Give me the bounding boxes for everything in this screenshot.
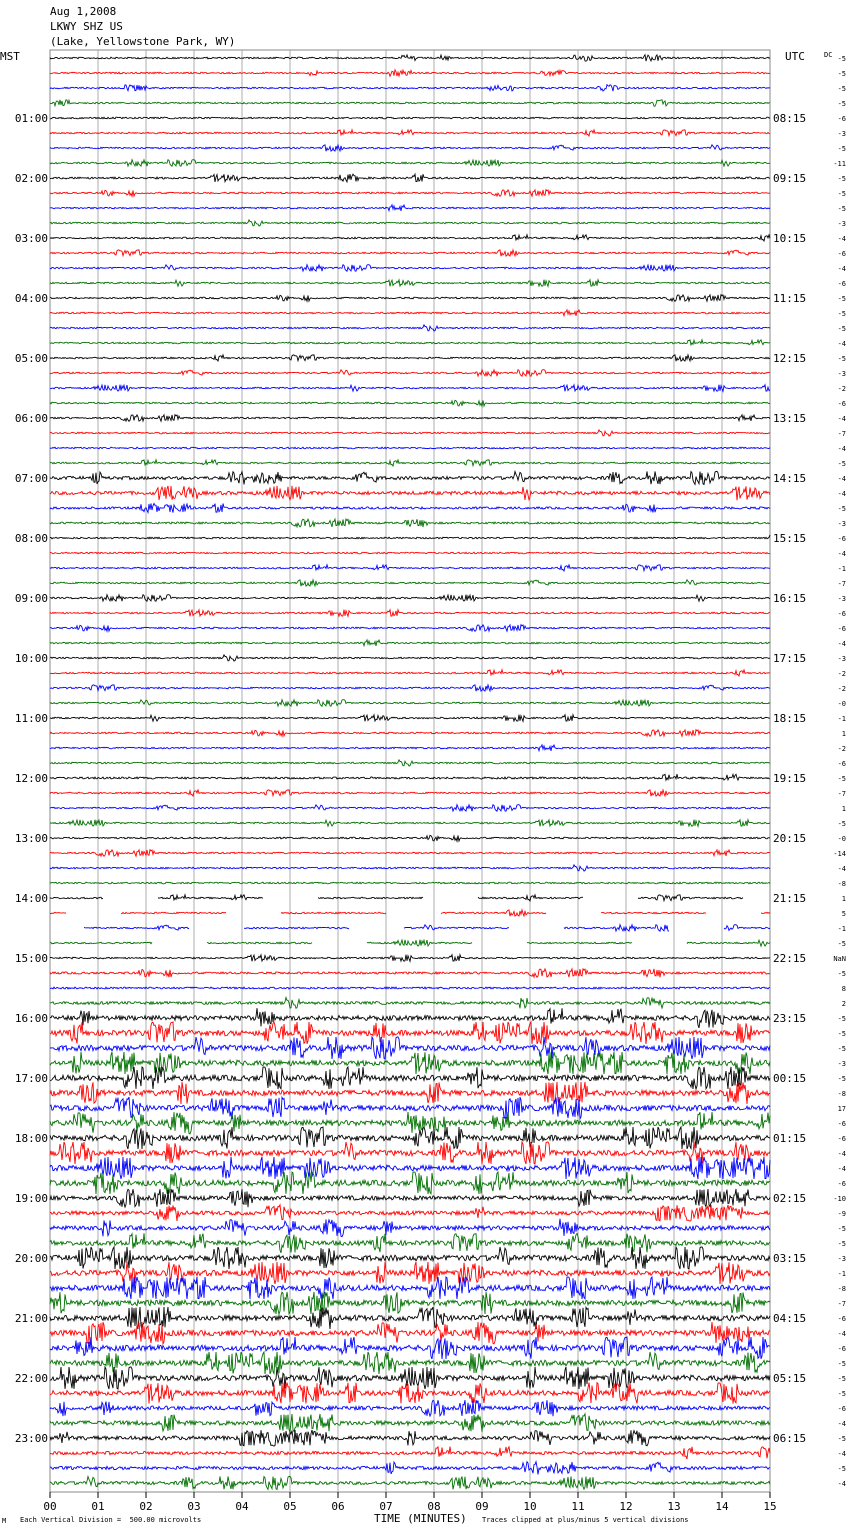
right-hour-label: 00:15 xyxy=(773,1072,807,1085)
dc-offset-label: -5 xyxy=(837,940,846,948)
dc-offset-label: 1 xyxy=(841,730,846,738)
seismic-trace xyxy=(50,655,770,661)
seismic-trace xyxy=(50,145,770,151)
seismic-trace xyxy=(50,340,770,345)
seismic-trace xyxy=(50,235,770,241)
right-hour-label: 09:15 xyxy=(773,172,807,185)
dc-offset-label: -4 xyxy=(837,1480,846,1488)
left-hour-labels xyxy=(15,112,48,1445)
seismic-trace xyxy=(50,190,770,197)
seismic-trace xyxy=(50,370,770,377)
seismic-trace xyxy=(50,1247,770,1269)
right-hour-label: 10:15 xyxy=(773,232,807,245)
dc-offset-label: -3 xyxy=(837,220,846,228)
right-hour-label: 17:15 xyxy=(773,652,807,665)
dc-offset-label: -5 xyxy=(837,55,846,63)
dc-offset-label: -5 xyxy=(837,1375,846,1383)
dc-offset-label: -8 xyxy=(837,880,846,888)
dc-offset-label: -5 xyxy=(837,970,846,978)
title-date: Aug 1,2008 xyxy=(50,5,117,18)
seismic-trace xyxy=(50,685,770,691)
seismic-trace xyxy=(50,1233,770,1253)
left-hour-label: 11:00 xyxy=(14,712,48,725)
dc-offset-label: -5 xyxy=(837,1360,846,1368)
dc-offset-label: -4 xyxy=(837,490,846,498)
right-hour-label: 04:15 xyxy=(773,1312,807,1325)
dc-offset-label: -4 xyxy=(837,265,846,273)
seismic-trace xyxy=(50,625,770,632)
seismic-trace xyxy=(50,1205,770,1221)
dc-offset-label: -7 xyxy=(837,790,846,798)
right-timezone-label: UTC xyxy=(785,50,805,63)
dc-offset-label: -5 xyxy=(837,85,846,93)
dc-offset-label: -5 xyxy=(837,775,846,783)
dc-offset-label: -6 xyxy=(837,1315,846,1323)
right-hour-label: 14:15 xyxy=(773,472,807,485)
seismic-trace xyxy=(50,850,770,857)
dc-offset-label: -6 xyxy=(837,1180,846,1188)
seismic-trace xyxy=(50,1142,770,1164)
seismic-trace xyxy=(50,580,770,586)
x-axis xyxy=(43,1492,776,1513)
left-hour-label: 21:00 xyxy=(14,1312,48,1325)
dc-offset-label: -7 xyxy=(837,1300,846,1308)
seismic-trace xyxy=(50,55,770,61)
dc-offset-label: -3 xyxy=(837,520,846,528)
dc-offset-label: -6 xyxy=(837,250,846,258)
right-hour-label: 05:15 xyxy=(773,1372,807,1385)
right-hour-labels xyxy=(773,112,806,1445)
seismic-trace xyxy=(50,1067,770,1089)
seismic-trace xyxy=(50,595,770,602)
right-hour-label: 03:15 xyxy=(773,1252,807,1265)
dc-offset-label: -6 xyxy=(837,1135,846,1143)
dc-offset-label: -4 xyxy=(837,1150,846,1158)
seismic-trace xyxy=(50,774,770,780)
dc-offset-label: -5 xyxy=(837,310,846,318)
seismic-trace xyxy=(50,1307,770,1329)
title-location: (Lake, Yellowstone Park, WY) xyxy=(50,35,236,48)
seismic-trace xyxy=(50,955,770,962)
seismic-trace xyxy=(50,70,770,76)
x-tick-label: 15 xyxy=(763,1500,777,1513)
dc-offset-label: -4 xyxy=(837,1420,846,1428)
dc-offset-label: -4 xyxy=(837,415,846,423)
seismic-trace xyxy=(50,882,770,884)
dc-offset-label: NaN xyxy=(833,955,846,963)
seismic-trace xyxy=(50,987,770,989)
dc-offset-label: -8 xyxy=(837,1090,846,1098)
seismic-trace xyxy=(50,1219,770,1237)
seismic-trace xyxy=(50,1277,770,1299)
seismic-trace xyxy=(50,1262,770,1284)
right-hour-label: 01:15 xyxy=(773,1132,807,1145)
dc-offset-label: -14 xyxy=(833,850,846,858)
seismic-trace xyxy=(50,1052,770,1074)
right-hour-label: 16:15 xyxy=(773,592,807,605)
right-hour-label: 18:15 xyxy=(773,712,807,725)
right-hour-label: 13:15 xyxy=(773,412,807,425)
right-hour-label: 15:15 xyxy=(773,532,807,545)
dc-offset-label: -5 xyxy=(837,100,846,108)
dc-offset-label: -1 xyxy=(837,565,846,573)
dc-offset-label: -5 xyxy=(837,1435,846,1443)
dc-offset-label: -5 xyxy=(837,460,846,468)
seismic-trace xyxy=(84,925,770,932)
dc-offset-label: -4 xyxy=(837,1330,846,1338)
seismic-trace xyxy=(50,565,770,571)
seismic-trace xyxy=(50,415,770,422)
seismic-trace xyxy=(50,295,770,302)
seismic-trace xyxy=(50,552,770,554)
right-hour-label: 12:15 xyxy=(773,352,807,365)
left-hour-label: 15:00 xyxy=(14,952,48,965)
left-hour-label: 03:00 xyxy=(14,232,48,245)
seismic-trace xyxy=(50,1157,770,1179)
seismic-traces xyxy=(50,55,770,1490)
seismic-trace xyxy=(50,745,770,751)
right-hour-label: 06:15 xyxy=(773,1432,807,1445)
seismic-trace xyxy=(50,205,770,211)
dc-offset-label: -4 xyxy=(837,1165,846,1173)
seismic-trace xyxy=(50,790,770,796)
seismic-trace xyxy=(50,895,743,901)
seismic-trace xyxy=(50,250,770,256)
dc-offset-label: -2 xyxy=(837,385,846,393)
dc-offset-label: -1 xyxy=(837,715,846,723)
seismic-trace xyxy=(50,715,770,722)
dc-offset-label: -6 xyxy=(837,625,846,633)
dc-offset-label: -9 xyxy=(837,1210,846,1218)
seismic-trace xyxy=(50,1172,770,1194)
left-timezone-label: MST xyxy=(0,50,20,63)
dc-offset-label: -1 xyxy=(837,1270,846,1278)
dc-offset-label: -3 xyxy=(837,595,846,603)
seismic-trace xyxy=(50,310,770,316)
dc-offset-label: -10 xyxy=(833,1195,846,1203)
dc-offset-label: -7 xyxy=(837,430,846,438)
x-tick-label: 09 xyxy=(475,1500,489,1513)
dc-offset-label: -0 xyxy=(837,700,846,708)
dc-offset-label: -5 xyxy=(837,1075,846,1083)
seismic-trace xyxy=(50,865,770,871)
dc-offset-label: -5 xyxy=(837,1225,846,1233)
seismic-trace xyxy=(50,430,770,436)
footer-mark: M xyxy=(2,1517,7,1525)
dc-offset-label: -5 xyxy=(837,1465,846,1473)
dc-offset-label: -5 xyxy=(837,145,846,153)
left-hour-label: 16:00 xyxy=(14,1012,48,1025)
dc-offset-label: -5 xyxy=(837,505,846,513)
dc-offset-label: -6 xyxy=(837,760,846,768)
footer-clip-note: Traces clipped at plus/minus 5 vertical divisions xyxy=(482,1516,689,1524)
dc-offset-label: -4 xyxy=(837,640,846,648)
dc-offset-label: -11 xyxy=(833,160,846,168)
seismic-trace xyxy=(50,100,770,106)
seismic-trace xyxy=(50,1097,770,1119)
seismic-trace xyxy=(50,1352,770,1374)
dc-offset-label: -0 xyxy=(837,835,846,843)
left-hour-label: 19:00 xyxy=(14,1192,48,1205)
left-hour-label: 17:00 xyxy=(14,1072,48,1085)
seismic-trace xyxy=(50,280,770,287)
dc-offset-label: -5 xyxy=(837,205,846,213)
dc-offset-label: -5 xyxy=(837,190,846,198)
dc-offset-label: -3 xyxy=(837,1060,846,1068)
seismic-trace xyxy=(50,503,770,512)
dc-offset-label: -5 xyxy=(837,70,846,78)
dc-offset-label: 17 xyxy=(837,1105,846,1113)
seismic-trace xyxy=(50,160,770,167)
seismic-trace xyxy=(50,940,770,947)
seismic-trace xyxy=(50,998,770,1009)
dc-offset-label: -6 xyxy=(837,610,846,618)
dc-offset-label: -7 xyxy=(837,580,846,588)
seismic-trace xyxy=(50,1447,770,1460)
dc-offset-label: -5 xyxy=(837,175,846,183)
seismic-trace xyxy=(50,1008,770,1028)
dc-offset-label: 1 xyxy=(841,895,846,903)
left-hour-label: 23:00 xyxy=(14,1432,48,1445)
x-tick-label: 05 xyxy=(283,1500,297,1513)
x-tick-label: 12 xyxy=(619,1500,633,1513)
dc-offset-label: -6 xyxy=(837,400,846,408)
seismic-trace xyxy=(50,1414,770,1432)
x-tick-label: 11 xyxy=(571,1500,585,1513)
x-tick-label: 00 xyxy=(43,1500,57,1513)
left-hour-label: 05:00 xyxy=(14,352,48,365)
seismic-trace xyxy=(50,486,770,500)
seismic-trace xyxy=(50,969,770,978)
left-hour-label: 07:00 xyxy=(14,472,48,485)
dc-offset-label: -3 xyxy=(837,370,846,378)
right-hour-label: 23:15 xyxy=(773,1012,807,1025)
dc-offset-label: -6 xyxy=(837,535,846,543)
dc-offset-label: -2 xyxy=(837,670,846,678)
seismic-trace xyxy=(50,85,770,91)
seismic-trace xyxy=(50,805,770,812)
x-tick-label: 04 xyxy=(235,1500,249,1513)
left-hour-label: 22:00 xyxy=(14,1372,48,1385)
seismic-trace xyxy=(50,610,770,617)
left-hour-label: 01:00 xyxy=(14,112,48,125)
right-hour-label: 11:15 xyxy=(773,292,807,305)
x-axis-title: TIME (MINUTES) xyxy=(374,1512,467,1525)
seismic-trace xyxy=(50,910,770,916)
left-hour-label: 18:00 xyxy=(14,1132,48,1145)
dc-offset-label: 5 xyxy=(841,910,846,918)
left-hour-label: 14:00 xyxy=(14,892,48,905)
seismic-trace xyxy=(50,174,770,182)
seismic-trace xyxy=(50,1476,770,1489)
right-hour-label: 02:15 xyxy=(773,1192,807,1205)
seismic-trace xyxy=(50,325,770,331)
left-hour-label: 08:00 xyxy=(14,532,48,545)
seismic-trace xyxy=(50,1022,770,1044)
seismic-trace xyxy=(50,519,770,527)
dc-offset-label: -5 xyxy=(837,1390,846,1398)
dc-offset-label: -5 xyxy=(837,325,846,333)
seismic-trace xyxy=(50,1127,770,1149)
dc-offset-labels xyxy=(833,55,846,1488)
dc-offset-label: -1 xyxy=(837,925,846,933)
seismic-trace xyxy=(50,1112,770,1134)
seismic-trace xyxy=(50,220,770,226)
dc-offset-label: -2 xyxy=(837,745,846,753)
dc-offset-label: 8 xyxy=(841,985,846,993)
seismic-trace xyxy=(50,640,770,646)
seismic-trace xyxy=(50,670,770,676)
seismic-trace xyxy=(50,1383,770,1404)
seismic-trace xyxy=(50,1430,770,1446)
left-hour-label: 06:00 xyxy=(14,412,48,425)
right-hour-label: 22:15 xyxy=(773,952,807,965)
dc-offset-label: -5 xyxy=(837,1015,846,1023)
dc-offset-label: -6 xyxy=(837,1345,846,1353)
seismic-trace xyxy=(50,535,770,539)
right-hour-label: 20:15 xyxy=(773,832,807,845)
dc-offset-label: -2 xyxy=(837,685,846,693)
seismic-trace xyxy=(50,355,770,361)
dc-offset-label: -3 xyxy=(837,1255,846,1263)
dc-offset-label: -4 xyxy=(837,340,846,348)
dc-offset-label: -6 xyxy=(837,280,846,288)
x-tick-label: 07 xyxy=(379,1500,393,1513)
seismic-trace xyxy=(50,265,770,272)
dc-offset-label: -4 xyxy=(837,1450,846,1458)
dc-offset-label: -8 xyxy=(837,1285,846,1293)
left-hour-label: 12:00 xyxy=(14,772,48,785)
x-tick-label: 01 xyxy=(91,1500,105,1513)
x-tick-label: 13 xyxy=(667,1500,681,1513)
title-station: LKWY SHZ US xyxy=(50,20,123,33)
dc-offset-label: -5 xyxy=(837,820,846,828)
left-hour-label: 10:00 xyxy=(14,652,48,665)
dc-offset-label: -6 xyxy=(837,115,846,123)
seismic-trace xyxy=(50,760,770,766)
dc-offset-label: -5 xyxy=(837,1030,846,1038)
dc-offset-label: -6 xyxy=(837,1405,846,1413)
dc-offset-label: -3 xyxy=(837,130,846,138)
left-hour-label: 04:00 xyxy=(14,292,48,305)
seismic-trace xyxy=(50,730,770,737)
x-tick-label: 02 xyxy=(139,1500,153,1513)
seismic-trace xyxy=(50,117,770,119)
seismic-trace xyxy=(50,400,770,406)
seismic-trace xyxy=(50,471,770,484)
left-hour-label: 02:00 xyxy=(14,172,48,185)
seismic-trace xyxy=(50,385,770,392)
left-hour-label: 20:00 xyxy=(14,1252,48,1265)
dc-offset-label: -3 xyxy=(837,655,846,663)
dc-offset-label: -6 xyxy=(837,1120,846,1128)
seismic-trace xyxy=(50,460,770,466)
dc-offset-label: -5 xyxy=(837,295,846,303)
seismic-trace xyxy=(50,1462,770,1475)
x-tick-label: 08 xyxy=(427,1500,441,1513)
seismic-trace xyxy=(50,447,770,449)
footer-division-note: Each Vertical Division = 500.00 microvolts xyxy=(20,1516,202,1524)
dc-offset-label: -4 xyxy=(837,550,846,558)
dc-offset-label: -5 xyxy=(837,355,846,363)
dc-offset-label: -5 xyxy=(837,1045,846,1053)
x-tick-label: 14 xyxy=(715,1500,729,1513)
seismic-trace xyxy=(50,1322,770,1344)
dc-offset-label: -5 xyxy=(837,1240,846,1248)
seismic-trace xyxy=(50,130,770,136)
seismic-trace xyxy=(50,820,770,827)
dc-offset-label: -4 xyxy=(837,865,846,873)
seismic-trace xyxy=(50,835,770,841)
seismic-trace xyxy=(50,700,770,707)
dc-offset-label: 1 xyxy=(841,805,846,813)
dc-label: DC xyxy=(824,51,833,59)
dc-offset-label: -4 xyxy=(837,475,846,483)
x-tick-label: 06 xyxy=(331,1500,345,1513)
left-hour-label: 09:00 xyxy=(14,592,48,605)
seismic-trace xyxy=(50,1082,770,1104)
right-hour-label: 19:15 xyxy=(773,772,807,785)
seismic-trace xyxy=(50,1189,770,1207)
dc-offset-label: -4 xyxy=(837,445,846,453)
x-tick-label: 03 xyxy=(187,1500,201,1513)
right-hour-label: 21:15 xyxy=(773,892,807,905)
left-hour-label: 13:00 xyxy=(14,832,48,845)
right-hour-label: 08:15 xyxy=(773,112,807,125)
dc-offset-label: 2 xyxy=(841,1000,846,1008)
dc-offset-label: -4 xyxy=(837,235,846,243)
x-tick-label: 10 xyxy=(523,1500,537,1513)
